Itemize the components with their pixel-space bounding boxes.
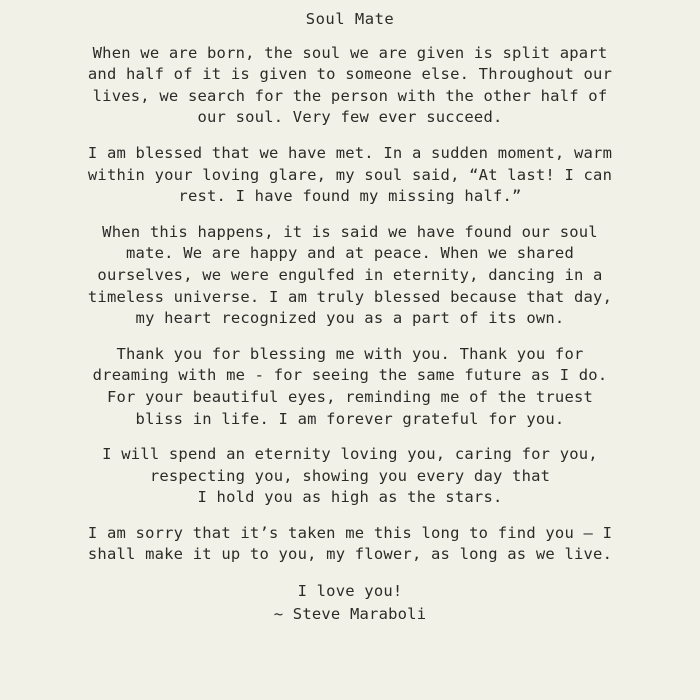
stanza-line: within your loving glare, my soul said, “At last! I can (87, 165, 613, 184)
stanza-6 (14, 523, 686, 566)
stanza-line: dreaming with me - for seeing the same future as I do. (92, 366, 608, 385)
stanza-4 (14, 344, 686, 430)
attribution: ~ Steve Maraboli (273, 605, 427, 624)
stanza-line: our soul. Very few ever succeed. (197, 108, 503, 127)
stanza-line: When we are born, the soul we are given is split apart (92, 43, 608, 62)
stanza-line: For your beautiful eyes, reminding me of the truest (106, 387, 594, 406)
stanza-line: I will spend an eternity loving you, caring for you, (102, 445, 598, 464)
stanza-line: Thank you for blessing me with you. Thank you for (116, 344, 584, 363)
stanza-line: I am sorry that it’s taken me this long to find you — I (87, 523, 613, 542)
stanza-line: I am blessed that we have met. In a sudden moment, warm (87, 143, 613, 162)
stanza-1 (14, 43, 686, 129)
page-title: Soul Mate (305, 10, 395, 28)
stanza-line: I hold you as high as the stars. (197, 488, 503, 507)
stanza-2 (14, 143, 686, 208)
stanza-line: shall make it up to you, my flower, as long as we live. (87, 545, 613, 564)
stanza-line: When this happens, it is said we have found our soul (102, 222, 598, 241)
stanza-line: my heart recognized you as a part of its own. (135, 309, 565, 328)
stanza-5 (14, 444, 686, 509)
stanza-line: bliss in life. I am forever grateful for you. (135, 409, 565, 428)
stanza-line: and half of it is given to someone else. Throughout our (87, 65, 613, 84)
stanza-line: I love you! (297, 582, 403, 601)
stanza-line: rest. I have found my missing half.” (178, 187, 522, 206)
stanza-line: lives, we search for the person with the other half of (92, 86, 608, 105)
stanza-line: ourselves, we were engulfed in eternity, dancing in a (97, 265, 603, 284)
stanza-3 (14, 222, 686, 330)
stanza-7 (14, 580, 686, 626)
stanza-line: timeless universe. I am truly blessed because that day, (87, 287, 613, 306)
stanza-line: respecting you, showing you every day that (149, 466, 551, 485)
stanza-line: mate. We are happy and at peace. When we shared (126, 244, 574, 263)
